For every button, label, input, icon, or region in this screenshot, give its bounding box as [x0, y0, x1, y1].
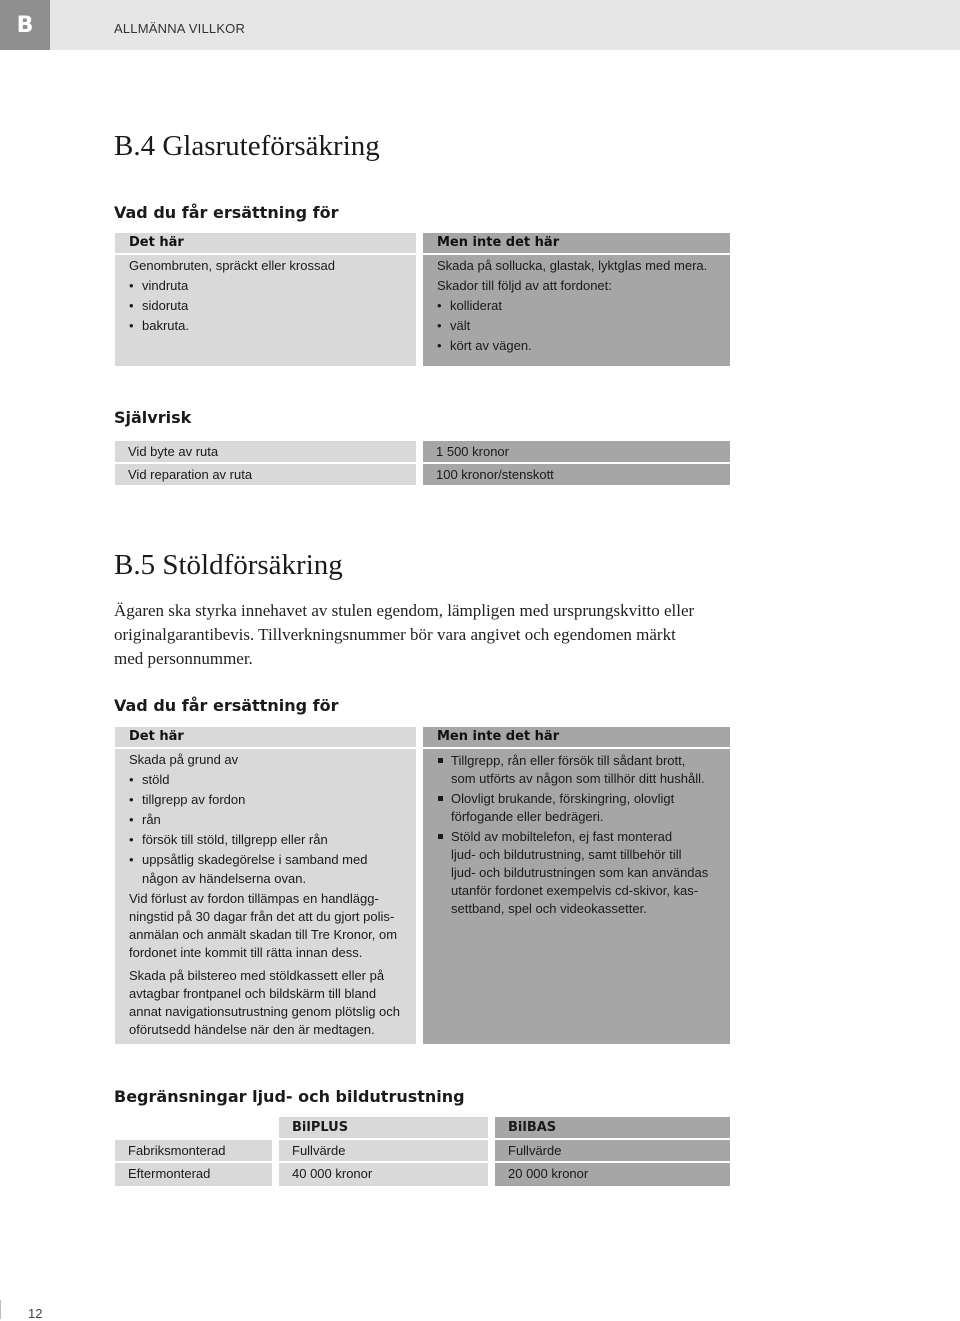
cell-bilplus: 40 000 kronor: [279, 1163, 488, 1186]
b5-left-intro: Skada på grund av: [129, 752, 239, 767]
b5-right-box: [423, 749, 730, 1044]
list-item: • stöld: [129, 770, 402, 790]
col-header-bilbas: BilBAS: [495, 1117, 730, 1138]
b4-right-box: [423, 255, 730, 366]
exclusion-line: ljud- och bildutrustning, samt tillbehör till: [451, 847, 682, 862]
list-item: • försök till stöld, tillgrepp eller rån: [129, 830, 402, 850]
intro-line: Ägaren ska styrka innehavet av stulen egendom, lämpligen med ursprungskvitto eller: [114, 601, 695, 620]
para-line: avtagbar frontpanel och bildskärm till bland: [129, 986, 377, 1001]
b5-title: B.5 Stöldförsäkring: [114, 549, 343, 581]
exclusion-line: Tillgrepp, rån eller försök till sådant brott,: [451, 753, 686, 768]
para-line: ningstid på 30 dagar från det att du gjort polis-: [129, 909, 395, 924]
exclusion-line: som utförts av någon som tillhör ditt hushåll.: [451, 771, 705, 786]
cell-bilbas: Fullvärde: [495, 1140, 730, 1161]
list-item: • uppsåtlig skadegörelse i samband med: [129, 850, 402, 870]
list-item: • kört av vägen.: [437, 336, 716, 356]
para-line: fordonet inte kommit till rätta innan dess.: [129, 945, 363, 960]
exclusion-line: förfogande eller bedrägeri.: [451, 809, 604, 824]
b4-left-intro: Genombruten, spräckt eller krossad: [129, 258, 335, 273]
list-item: • tillgrepp av fordon: [129, 790, 402, 810]
list-item: • rån: [129, 810, 402, 830]
para-line: Skada på bilstereo med stöldkassett eller på: [129, 968, 385, 983]
b5-right-header: Men inte det här: [423, 727, 730, 747]
exclusion-item: [437, 752, 716, 788]
exclusion-line: Olovligt brukande, förskingring, olovligt: [451, 791, 675, 806]
list-item-cont: någon av händelserna ovan.: [142, 871, 307, 886]
deductible-heading: Självrisk: [114, 408, 192, 427]
list-item: • sidoruta: [129, 296, 402, 316]
row-label: Eftermonterad: [115, 1163, 272, 1186]
exclusion-line: utanför fordonet exempelvis cd-skivor, kas-: [451, 883, 699, 898]
deductible-value: 100 kronor/stenskott: [423, 464, 730, 485]
b4-cover-heading: Vad du får ersättning för: [114, 203, 339, 222]
list-item: • kolliderat: [437, 296, 716, 316]
b4-right-line1: Skada på sollucka, glastak, lyktglas med mera.: [437, 258, 708, 273]
para-line: oförutsedd händelse när den är medtagen.: [129, 1022, 375, 1037]
deductible-label: Vid reparation av ruta: [115, 464, 416, 485]
b5-left-header: Det här: [115, 727, 416, 747]
b5-cover-heading: Vad du får ersättning för: [114, 696, 339, 715]
exclusion-item: [437, 790, 716, 826]
b5-left-box: [115, 749, 416, 1044]
b4-right-header: Men inte det här: [423, 233, 730, 253]
exclusion-line: Stöld av mobiltelefon, ej fast monterad: [451, 829, 673, 844]
b4-left-header: Det här: [115, 233, 416, 253]
b4-left-box: [115, 255, 416, 366]
intro-line: originalgarantibevis. Tillverkningsnummer bör vara angivet och egendomen märkt: [114, 625, 676, 644]
b4-title: B.4 Glasruteförsäkring: [114, 130, 380, 162]
exclusion-line: ljud- och bildutrustningen som kan användas: [451, 865, 709, 880]
col-header-bilplus: BilPLUS: [279, 1117, 488, 1138]
section-letter: B: [0, 0, 50, 50]
b5-intro: [114, 599, 754, 671]
para-line: Vid förlust av fordon tillämpas en handlägg-: [129, 891, 379, 906]
exclusion-line: settband, spel och videokassetter.: [451, 901, 647, 916]
exclusion-item: [437, 828, 716, 918]
page-number: 12: [28, 1306, 43, 1321]
para-line: anmälan och anmält skadan till Tre Kronor, om: [129, 927, 398, 942]
margin-line: [0, 1300, 1, 1319]
deductible-value: 1 500 kronor: [423, 441, 730, 462]
cell-bilplus: Fullvärde: [279, 1140, 488, 1161]
limits-heading: Begränsningar ljud- och bildutrustning: [114, 1087, 465, 1106]
section-label: ALLMÄNNA VILLKOR: [114, 21, 246, 36]
list-item: • vält: [437, 316, 716, 336]
intro-line: med personnummer.: [114, 649, 253, 668]
row-label: Fabriksmonterad: [115, 1140, 272, 1161]
cell-bilbas: 20 000 kronor: [495, 1163, 730, 1186]
list-item: • vindruta: [129, 276, 402, 296]
para-line: annat navigationsutrustning genom plötslig och: [129, 1004, 401, 1019]
list-item: • bakruta.: [129, 316, 402, 336]
b4-right-line2: Skador till följd av att fordonet:: [437, 278, 612, 293]
deductible-label: Vid byte av ruta: [115, 441, 416, 462]
